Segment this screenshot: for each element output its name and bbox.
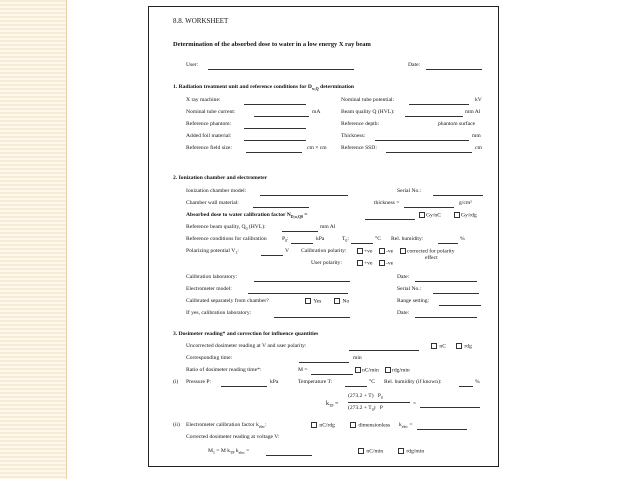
ref-beam-quality-field[interactable]: [282, 231, 318, 232]
wall-thickness-field[interactable]: [404, 207, 454, 208]
m-eq-label: M =: [298, 367, 308, 373]
thickness-field[interactable]: [375, 140, 469, 141]
nc-min-option[interactable]: nC/min: [354, 367, 379, 374]
calibrated-separately-label: Calibrated separately from chamber?: [186, 298, 269, 304]
date-field[interactable]: [426, 69, 482, 70]
ref-ssd-field[interactable]: [386, 152, 472, 153]
date-label: Date:: [408, 62, 421, 68]
added-foil-label: Added foil material:: [186, 133, 232, 139]
ktp-field[interactable]: [420, 407, 480, 408]
rel-humidity-known-field[interactable]: [459, 386, 473, 387]
if-yes-field[interactable]: [274, 317, 350, 318]
cal-factor-label: Absorbed dose to water calibration factor $N_{D,w,Q0}$ =: [186, 212, 308, 220]
cal-lab-date-field[interactable]: [415, 281, 477, 282]
g-cm2-unit: g/cm²: [459, 200, 472, 206]
polarizing-potential-label: Polarizing potential $V_1$:: [186, 248, 239, 256]
user-label: User:: [186, 62, 199, 68]
wall-thickness-label: thickness =: [374, 200, 400, 206]
serial-no-label: Serial No.:: [397, 188, 422, 194]
ma-unit: mA: [312, 109, 321, 115]
rdg-min-option[interactable]: rdg/min: [384, 367, 410, 374]
user-polarity-minus[interactable]: -ve: [378, 260, 393, 267]
nc-rdg-option[interactable]: nC/rdg: [310, 422, 335, 429]
cal-lab-date-label: Date:: [397, 274, 410, 280]
uncorrected-reading-field[interactable]: [349, 350, 419, 351]
wall-material-label: Chamber wall material:: [186, 200, 239, 206]
item-i-label: (i): [173, 379, 179, 385]
user-polarity-label: User polarity:: [311, 260, 342, 266]
ref-cal-conditions-label: Reference conditions for calibration: [186, 236, 267, 242]
cal-polarity-minus[interactable]: -ve: [378, 248, 393, 255]
ref-ssd-label: Reference SSD:: [341, 145, 377, 151]
tube-potential-field[interactable]: [409, 104, 469, 105]
xray-machine-label: X ray machine:: [186, 97, 221, 103]
beam-quality-field[interactable]: [405, 116, 463, 117]
pressure-label: Pressure P:: [186, 379, 212, 385]
temperature-field[interactable]: [345, 386, 367, 387]
cal-lab-field[interactable]: [254, 281, 350, 282]
corresponding-time-field[interactable]: [299, 362, 349, 363]
ktp-equals: =: [413, 401, 417, 407]
tube-potential-label: Nominal tube potential:: [341, 97, 395, 103]
corrected-polarity-option[interactable]: corrected for polarity: [399, 248, 455, 255]
ktp-denominator: $(273.2 + T_0)$ P: [348, 405, 383, 413]
chamber-model-field[interactable]: [260, 195, 348, 196]
ref-field-size-label: Reference field size:: [186, 145, 232, 151]
ref-phantom-label: Reference phantom:: [186, 121, 232, 127]
worksheet-page: [148, 6, 499, 467]
margin-line: [66, 0, 67, 479]
rel-humidity-known-label: Rel. humidity (if known):: [384, 379, 442, 385]
rel-humidity-label: Rel. humidity:: [391, 236, 424, 242]
cm-unit: cm: [475, 145, 482, 151]
electrometer-serial-field[interactable]: [433, 293, 479, 294]
cal-lab-label: Calibration laboratory:: [186, 274, 238, 280]
section-2-heading: 2. Ionization chamber and electrometer: [173, 175, 268, 181]
if-yes-date-label: Date:: [397, 310, 410, 316]
m-field[interactable]: [311, 374, 353, 375]
tube-current-label: Nominal tube current:: [186, 109, 236, 115]
t0-field[interactable]: [351, 243, 373, 244]
worksheet-title: Determination of the absorbed dose to water in a low energy X ray beam: [173, 41, 371, 48]
ktp-symbol: $k_{TP}$ =: [326, 401, 339, 409]
range-setting-field[interactable]: [439, 305, 481, 306]
ref-depth-label: Reference depth:: [341, 121, 380, 127]
electrometer-model-field[interactable]: [248, 293, 348, 294]
phantom-surface-text: phantom surface: [438, 121, 476, 127]
t0-deg-unit: °C: [375, 236, 381, 242]
m1-formula: $M_1 = M$ $k_{TP}$ $k_{elec}$ =: [208, 448, 250, 456]
p0-kpa-unit: kPa: [316, 236, 325, 242]
serial-no-field[interactable]: [433, 195, 483, 196]
effect-text: effect: [425, 255, 438, 261]
elec-cal-factor-label: Electrometer calibration factor $k_{elec}$:: [186, 422, 267, 430]
ktp-numerator: (273.2 + T) $P_0$: [348, 393, 383, 401]
corresponding-time-label: Corresponding time:: [186, 355, 233, 361]
thickness-label: Thickness:: [341, 133, 366, 139]
rel-humidity-field[interactable]: [438, 243, 458, 244]
temperature-deg-unit: °C: [369, 379, 375, 385]
m1-field[interactable]: [266, 455, 312, 456]
uncorrected-reading-label: Uncorrected dosimeter reading at V and user polarity:: [186, 343, 307, 349]
notebook-margin: [0, 0, 67, 479]
cal-polarity-label: Calibration polarity:: [301, 248, 347, 254]
calibrated-no-option[interactable]: No: [333, 298, 349, 305]
wall-material-field[interactable]: [253, 207, 309, 208]
k-elec-eq: $k_{elec}$ =: [399, 422, 413, 430]
xray-machine-field[interactable]: [244, 104, 306, 105]
gy-rdg-option[interactable]: Gy/rdg: [453, 212, 477, 219]
pressure-field[interactable]: [221, 386, 267, 387]
user-field[interactable]: [208, 69, 354, 70]
cal-polarity-plus[interactable]: +ve: [356, 248, 372, 255]
user-polarity-plus[interactable]: +ve: [356, 260, 372, 267]
electrometer-serial-label: Serial No.:: [397, 286, 422, 292]
corrected-reading-label: Corrected dosimeter reading at voltage V:: [186, 434, 280, 440]
min-unit: min: [353, 355, 362, 361]
m1-nc-min-option[interactable]: nC/min: [357, 448, 383, 455]
ratio-label: Ratio of dosimeter reading time*:: [186, 367, 262, 373]
if-yes-date-field[interactable]: [415, 317, 477, 318]
p0-label: $P_0$:: [282, 236, 289, 244]
ktp-fraction-line: [348, 402, 410, 403]
chamber-model-label: Ionization chamber model:: [186, 188, 247, 194]
temperature-label: Temperature T:: [298, 379, 333, 385]
dimensionless-option[interactable]: dimensionless: [349, 422, 390, 429]
ref-phantom-field[interactable]: [244, 128, 306, 129]
nc-option[interactable]: nC: [430, 343, 446, 350]
polarizing-potential-field[interactable]: [261, 255, 283, 256]
ref-beam-mm-al-unit: mm Al: [320, 224, 336, 230]
mm-unit: mm: [472, 133, 481, 139]
mm-al-unit: mm Al: [465, 109, 481, 115]
tube-current-field[interactable]: [254, 116, 309, 117]
section-1-heading: 1. Radiation treatment unit and reference conditions for $D_{w,Q}$ determination: [173, 84, 355, 92]
section-3-heading: 3. Dosimeter reading* and correction for influence quantities: [173, 331, 319, 337]
calibrated-yes-option[interactable]: Yes: [304, 298, 321, 305]
rel-humidity-percent-unit: %: [475, 379, 480, 385]
m1-rdg-min-option[interactable]: rdg/min: [397, 448, 424, 455]
ref-beam-quality-label: Reference beam quality, $Q_0$ (HVL):: [186, 224, 266, 232]
percent-unit: %: [460, 236, 465, 242]
k-elec-field[interactable]: [417, 429, 467, 430]
ref-field-size-field[interactable]: [246, 152, 302, 153]
beam-quality-label: Beam quality Q (HVL):: [341, 109, 395, 115]
p0-field[interactable]: [291, 243, 313, 244]
cal-factor-field[interactable]: [365, 219, 415, 220]
rdg-option[interactable]: rdg: [455, 343, 472, 350]
gy-nc-option[interactable]: Gy/nC: [418, 212, 441, 219]
section-number: 8.8. WORKSHEET: [173, 17, 229, 25]
electrometer-model-label: Electrometer model:: [186, 286, 232, 292]
pressure-kpa-unit: kPa: [270, 379, 279, 385]
if-yes-label: If yes, calibration laboratory:: [186, 310, 252, 316]
kv-unit: kV: [475, 97, 482, 103]
added-foil-field[interactable]: [244, 140, 306, 141]
range-setting-label: Range setting:: [397, 298, 430, 304]
v-unit: V: [285, 248, 290, 254]
cm-x-cm-unit: cm × cm: [307, 145, 327, 151]
item-ii-label: (ii): [173, 422, 180, 428]
t0-label: $T_0$:: [342, 236, 349, 244]
